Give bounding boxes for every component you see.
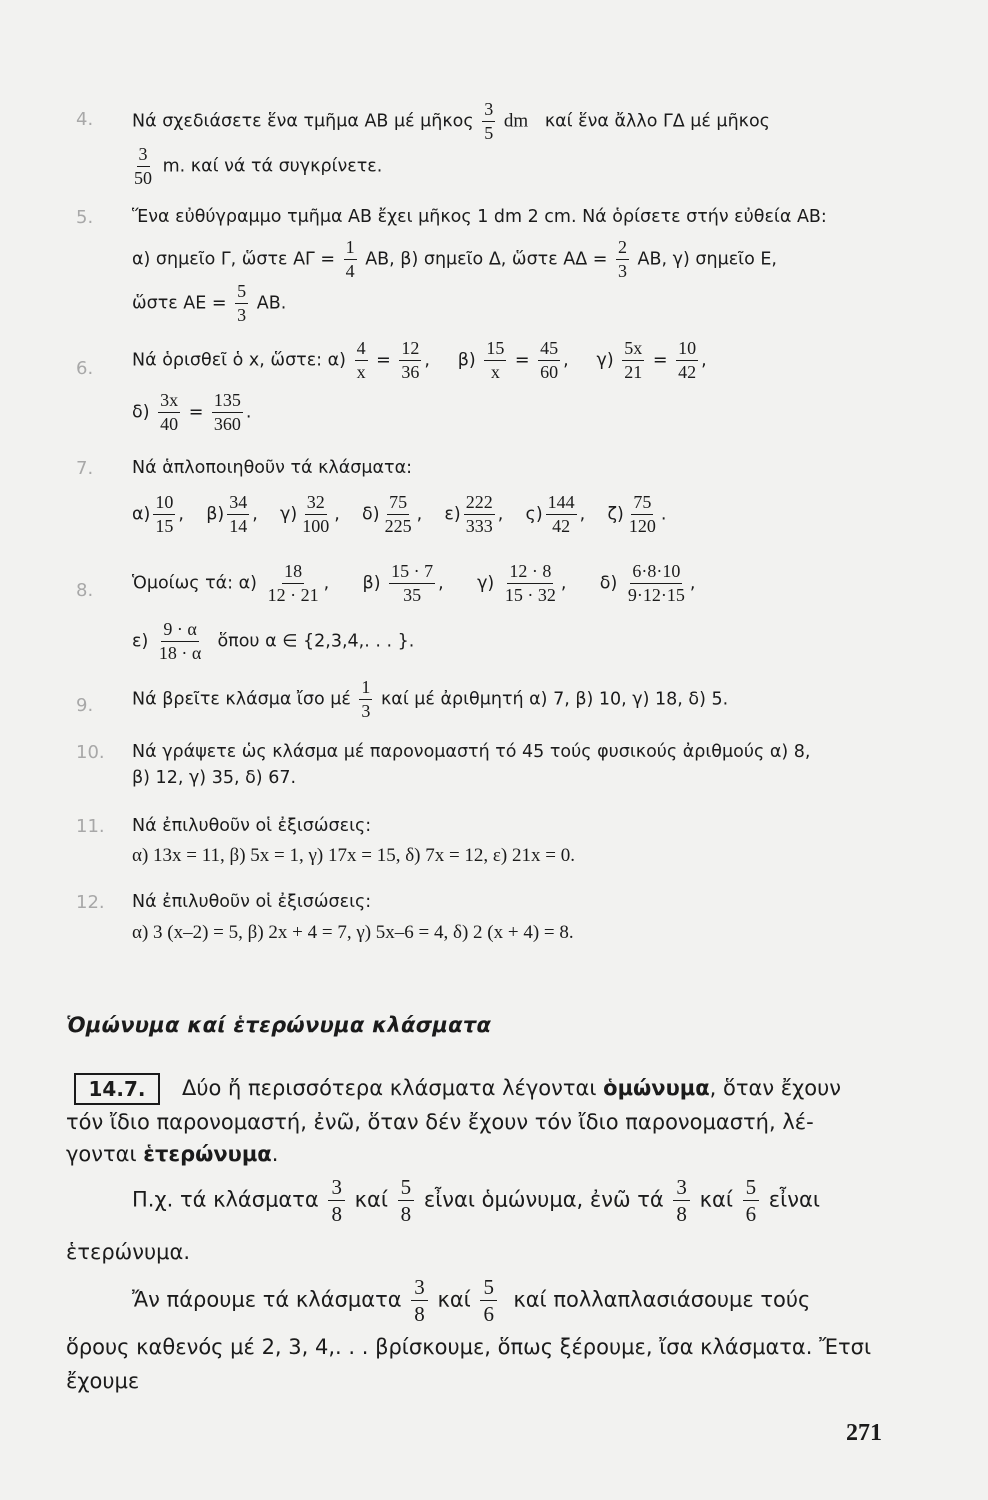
numerator: 3	[411, 1276, 428, 1301]
exercise-4-line-1	[132, 100, 770, 143]
numerator: 3	[328, 1176, 345, 1201]
example-line-2: ἑτερώνυμα.	[66, 1240, 191, 1264]
fraction	[484, 339, 506, 382]
numerator: 144	[546, 493, 577, 515]
text: καί	[699, 1187, 733, 1212]
numerator: 3	[673, 1176, 690, 1201]
fraction	[627, 493, 658, 536]
numerator: 15 · 7	[389, 562, 435, 584]
denominator: 35	[403, 584, 422, 605]
fraction	[676, 339, 698, 382]
fraction	[503, 562, 558, 605]
numerator: 3x	[158, 391, 180, 413]
exercise-6-line-1: Νά ὁρισθεῖ ὁ x, ὥστε: α) $\frac{4}{x}$ = $\frac{12}{36}$ , β) $\frac{15}{x}$ = $\frac{45}{60}$ , γ) $\frac{5x}{21}$ = $\frac{10}{42}$ ,	[132, 338, 707, 382]
bold-term: ἑτερώνυμα	[143, 1142, 272, 1166]
text: καί μέ ἀριθμητή α) 7, β) 10, γ) 18, δ) 5.	[380, 689, 729, 710]
text: m. καί νά τά συγκρίνετε.	[162, 156, 383, 177]
label: α)	[132, 504, 151, 525]
numerator: 18	[282, 562, 304, 584]
paragraph-2-line-2: ὅρους καθενός μέ 2, 3, 4,. . . βρίσκουμε, ὅπως ξέρουμε, ἴσα κλάσματα. Ἔτσι	[66, 1335, 872, 1359]
text: καί	[437, 1287, 471, 1312]
numerator: 6·8·10	[630, 562, 682, 584]
fraction	[673, 1176, 690, 1225]
text: ὥστε ΑΕ =	[132, 293, 227, 314]
numerator: 222	[464, 493, 495, 515]
text: εἶναι ὁμώνυμα, ἐνῶ τά	[423, 1187, 664, 1212]
label: γ)	[596, 350, 614, 371]
section-heading: Ὁμώνυμα καί ἑτερώνυμα κλάσματα	[66, 1013, 492, 1037]
numerator: 135	[212, 391, 243, 413]
fraction	[546, 493, 577, 536]
example-line	[132, 1176, 820, 1225]
fraction	[411, 1276, 428, 1325]
denominator: 225	[384, 515, 412, 536]
label: β)	[206, 504, 225, 525]
denominator: 40	[160, 413, 179, 434]
exercise-8-line-1: Ὁμοίως τά: α) $\frac{18}{12 \cdot 21}$ , β) $\frac{15 \cdot 7}{35}$ , γ) $\frac{12 \cdot 8}{15 \cdot 32}$ , δ) $\frac{6\cdot 8\cdot 10}{9\cdot 12\cdot 15}$ ,	[132, 561, 696, 605]
numerator: 5	[235, 282, 248, 304]
denominator: 15	[155, 515, 174, 536]
denominator: 21	[624, 361, 643, 382]
fraction	[616, 238, 629, 281]
section-number-box: 14.7.	[74, 1073, 160, 1105]
numerator: 45	[538, 339, 560, 361]
exercise-11-line-1: Νά ἐπιλυθοῦν οἱ ἐξισώσεις:	[132, 816, 372, 836]
text: Δύο ἤ περισσότερα κλάσματα λέγονται	[182, 1076, 597, 1100]
denominator: 42	[552, 515, 571, 536]
numerator: 75	[631, 493, 653, 515]
denominator: x	[490, 361, 500, 382]
fraction	[389, 562, 435, 605]
text: Νά ὁρισθεῖ ὁ x, ὥστε: α)	[132, 350, 346, 371]
numerator: 9 · α	[161, 620, 198, 642]
denominator: 3	[617, 260, 627, 281]
fraction	[355, 339, 368, 382]
fraction	[359, 678, 372, 721]
label: γ)	[280, 504, 298, 525]
numerator: 12 · 8	[507, 562, 553, 584]
label: δ)	[362, 504, 380, 525]
text: Ὁμοίως τά: α)	[132, 573, 257, 594]
denominator: 18 · α	[158, 642, 202, 663]
exercise-number: 12.	[76, 892, 105, 913]
denominator: 333	[465, 515, 493, 536]
denominator: 100	[302, 515, 330, 536]
text: εἶναι	[768, 1187, 820, 1212]
exercise-number: 9.	[76, 695, 94, 716]
numerator: 5	[480, 1276, 497, 1301]
numerator: 3	[137, 145, 150, 167]
paragraph-1-line-2: τόν ἴδιο παρονομαστή, ἐνῶ, ὅταν δέν ἔχουν τόν ἴδιο παρονομαστή, λέ-	[66, 1110, 814, 1134]
denominator: 5	[484, 122, 494, 143]
exercise-number: 8.	[76, 580, 94, 601]
exercise-number: 5.	[76, 207, 94, 228]
denominator: 3	[237, 304, 247, 325]
denominator: 42	[678, 361, 697, 382]
label: δ)	[599, 573, 618, 594]
exercise-5-line-3	[132, 282, 286, 325]
label: ε)	[444, 504, 461, 525]
denominator: 9·12·15	[627, 584, 685, 605]
fraction	[157, 620, 203, 663]
text: γονται	[66, 1142, 137, 1166]
denominator: 8	[676, 1202, 687, 1227]
text: ΑΒ, γ) σημεῖο Ε,	[637, 249, 777, 270]
text: καί πολλαπλασιάσουμε τούς	[513, 1287, 811, 1312]
text: Νά βρεῖτε κλάσμα ἴσο μέ	[132, 689, 351, 710]
numerator: 15	[484, 339, 506, 361]
exercise-5-line-1: Ἕνα εὐθύγραμμο τμῆμα ΑΒ ἔχει μῆκος 1 dm 2 cm. Νά ὁρίσετε στήν εὐθεία ΑΒ:	[132, 207, 827, 227]
exercise-12-line-2: α) 3 (x–2) = 5, β) 2x + 4 = 7, γ) 5x–6 = 4, δ) 2 (x + 4) = 8.	[132, 922, 574, 943]
text: καί ἕνα ἄλλο ΓΔ μέ μῆκος	[544, 111, 770, 132]
label: δ)	[132, 402, 150, 423]
numerator: 5	[398, 1176, 415, 1201]
numerator: 32	[305, 493, 327, 515]
paragraph-1-line-3	[66, 1144, 278, 1165]
numerator: 2	[616, 238, 629, 260]
numerator: 4	[355, 339, 368, 361]
fraction	[153, 493, 175, 536]
denominator: 8	[400, 1202, 412, 1227]
text: καί	[354, 1187, 388, 1212]
label: β)	[362, 573, 381, 594]
exercise-number: 6.	[76, 358, 94, 379]
fraction	[622, 339, 644, 382]
denominator: 3	[361, 700, 371, 721]
fraction	[328, 1176, 345, 1225]
label: β)	[457, 350, 476, 371]
exercise-number: 4.	[76, 109, 94, 130]
paragraph-2-line-1	[132, 1276, 810, 1325]
label: ζ)	[607, 504, 624, 525]
exercise-12-line-1: Νά ἐπιλυθοῦν οἱ ἐξισώσεις:	[132, 892, 372, 912]
denominator: x	[356, 361, 366, 382]
text: ΑΒ, β) σημεῖο Δ, ὥστε ΑΔ =	[365, 249, 608, 270]
text: Νά σχεδιάσετε ἕνα τμῆμα ΑΒ μέ μῆκος	[132, 111, 474, 132]
fraction	[266, 562, 321, 605]
label: ς)	[525, 504, 543, 525]
numerator: 3	[482, 100, 495, 122]
exercise-10-line-1: Νά γράψετε ὡς κλάσμα μέ παρονομαστή τό 45 τούς φυσικούς ἀριθμούς α) 8,	[132, 742, 811, 762]
text: .	[271, 1142, 279, 1166]
fraction	[132, 145, 154, 188]
denominator: 120	[628, 515, 656, 536]
numerator: 5x	[622, 339, 644, 361]
text: ὅπου α ∈ {2,3,4,. . . }.	[217, 631, 415, 652]
denominator: 15 · 32	[504, 584, 556, 605]
fraction	[158, 391, 180, 434]
text: , ὅταν ἔχουν	[709, 1076, 841, 1100]
exercise-8-line-2	[132, 620, 414, 663]
denominator: 12 · 21	[267, 584, 319, 605]
numerator: 10	[153, 493, 175, 515]
numerator: 5	[743, 1176, 760, 1201]
fraction	[626, 562, 687, 605]
exercise-5-line-2	[132, 238, 777, 281]
text: ΑΒ.	[256, 293, 287, 314]
denominator: 6	[483, 1302, 494, 1327]
exercise-11-line-2: α) 13x = 11, β) 5x = 1, γ) 17x = 15, δ) 7x = 12, ε) 21x = 0.	[132, 845, 575, 866]
denominator: 360	[213, 413, 241, 434]
exercise-9-line	[132, 678, 728, 721]
label: ε)	[132, 631, 149, 652]
denominator: 4	[345, 260, 355, 281]
fraction	[743, 1176, 760, 1225]
fraction	[464, 493, 495, 536]
fraction	[480, 1276, 497, 1325]
fraction	[398, 1176, 415, 1225]
exercise-6-line-2: δ) $\frac{3x}{40}$ = $\frac{135}{360}$ .	[132, 390, 252, 434]
numerator: 1	[359, 678, 372, 700]
fraction	[227, 493, 249, 536]
fraction	[212, 391, 243, 434]
exercise-4-line-2	[132, 145, 382, 188]
denominator: 6	[745, 1202, 757, 1227]
text: Π.χ. τά κλάσματα	[132, 1187, 319, 1212]
exercise-10-line-2: β) 12, γ) 35, δ) 67.	[132, 768, 297, 788]
paragraph-2-line-3: ἔχουμε	[66, 1369, 140, 1393]
label: γ)	[477, 573, 495, 594]
numerator: 1	[344, 238, 357, 260]
numerator: 12	[399, 339, 421, 361]
denominator: 60	[540, 361, 559, 382]
exercise-7-line-1: Νά ἁπλοποιηθοῦν τά κλάσματα:	[132, 458, 413, 478]
fraction	[344, 238, 357, 281]
fraction	[482, 100, 495, 143]
numerator: 75	[387, 493, 409, 515]
paragraph-1-line-1	[182, 1078, 841, 1099]
text: α) σημεῖο Γ, ὥστε ΑΓ =	[132, 249, 336, 270]
denominator: 8	[331, 1202, 342, 1227]
unit: dm	[503, 110, 529, 132]
denominator: 8	[414, 1302, 425, 1327]
numerator: 34	[227, 493, 249, 515]
fraction	[383, 493, 414, 536]
fraction	[235, 282, 248, 325]
denominator: 36	[401, 361, 420, 382]
denominator: 14	[229, 515, 248, 536]
text: Ἄν πάρουμε τά κλάσματα	[132, 1287, 402, 1312]
numerator: 10	[676, 339, 698, 361]
fraction	[300, 493, 331, 536]
exercise-number: 11.	[76, 816, 105, 837]
exercise-7-line-2: α) $\frac{10}{15}$ , β) $\frac{34}{14}$ , γ) $\frac{32}{100}$ , δ) $\frac{75}{225}$ , ε) $\frac{222}{333}$ , ς) $\frac{144}{42}$ , ζ) $\frac{75}{120}$ .	[132, 492, 667, 536]
denominator: 50	[134, 167, 152, 188]
bold-term: ὁμώνυμα	[603, 1076, 710, 1100]
fraction	[399, 339, 421, 382]
exercise-number: 10.	[76, 742, 105, 763]
page-number: 271	[846, 1420, 882, 1446]
fraction	[538, 339, 560, 382]
exercise-number: 7.	[76, 458, 94, 479]
